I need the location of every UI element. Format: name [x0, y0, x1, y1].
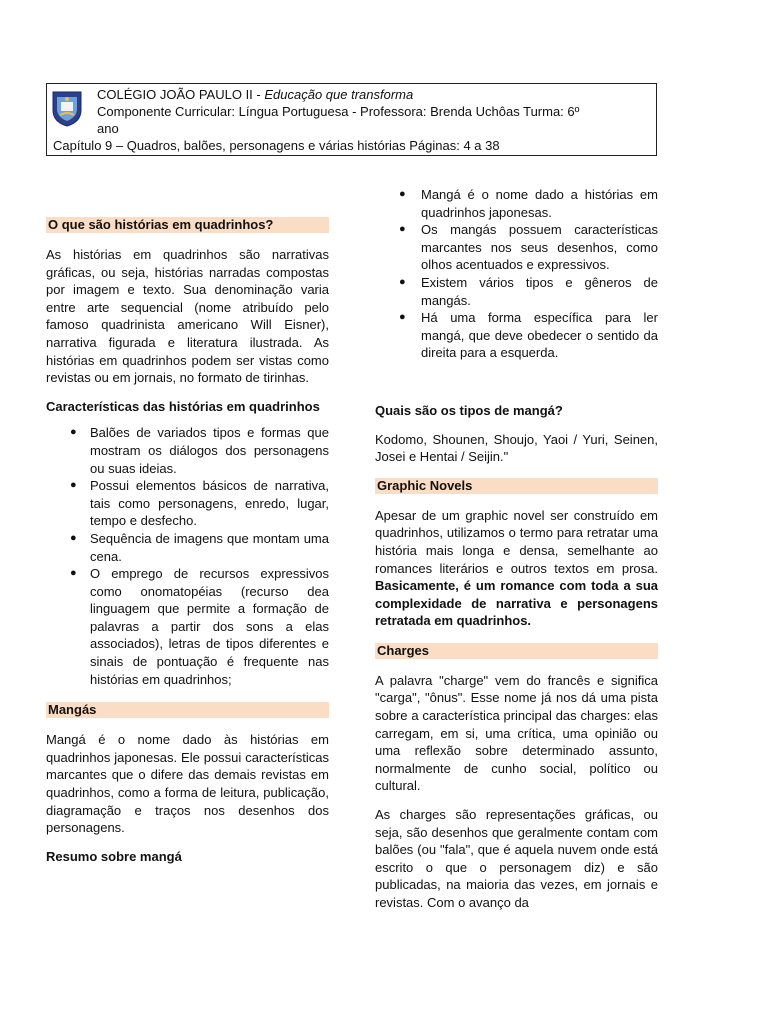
bullet-icon: ●: [399, 311, 406, 324]
school-header: [46, 83, 657, 156]
list-item: ● O emprego de recursos expressivos como onomatopéias (recurso dea linguagem que permite a formação de palavras a partir dos sons a elas associados), letras de tipos diferentes e sinais de pontuação é frequente nas histórias em quadrinhos;: [70, 566, 329, 687]
heading-mangas: Mangás: [46, 702, 329, 718]
heading-characteristics: Características das histórias em quadrinhos: [46, 398, 320, 414]
list-item: ● Há uma forma específica para ler mangá, que deve obedecer o sentido da direita para a esquerda.: [399, 310, 658, 361]
characteristics-list: [70, 424, 329, 688]
list-item: ● Os mangás possuem características marcantes nos seus desenhos, como olhos acentuados e expressivos.: [399, 222, 658, 273]
list-item: ● Possui elementos básicos de narrativa, tais como personagens, enredo, lugar, tempo e desfecho.: [70, 478, 329, 529]
header-school-line: [97, 86, 413, 103]
graphic-novels-emphasis: Basicamente, é um romance com toda a sua complexidade de narrativa e personagens retratada em quadrinhos.: [375, 578, 658, 629]
comics-definition-paragraph: As histórias em quadrinhos são narrativas gráficas, ou seja, histórias narradas compostas por imagem e texto. Sua denominação varia entre arte sequencial (nome atribuído pelo famoso quadrinista americano Will Eisner), narrativa figurada e literatura ilustrada. As histórias em quadrinhos podem ser vistas como revistas ou em jornais, no formato de tirinhas.: [46, 247, 329, 386]
bullet-icon: ●: [70, 531, 77, 544]
school-motto: Educação que transforma: [264, 87, 414, 102]
heading-manga-summary: Resumo sobre mangá: [46, 848, 182, 864]
heading-graphic-novels: Graphic Novels: [375, 478, 658, 494]
bullet-icon: ●: [70, 567, 77, 580]
header-component-cont: ano: [97, 121, 119, 136]
heading-what-are-comics: O que são histórias em quadrinhos?: [46, 217, 329, 233]
graphic-novels-paragraph: Apesar de um graphic novel ser construído em quadrinhos, utilizamos o termo para retratar uma história mais longa e densa, semelhante ao romances literários e outros textos em prosa. Basicamente, é um romance com toda a sua complexidade de narrativa e personagens retratada em quadrinhos.: [375, 507, 658, 629]
school-crest-logo: [50, 88, 84, 128]
bullet-icon: ●: [399, 275, 406, 288]
header-chapter-line: Capítulo 9 – Quadros, balões, personagens e várias histórias Páginas: 4 a 38: [53, 138, 500, 153]
heading-manga-types: Quais são os tipos de mangá?: [375, 402, 563, 418]
school-name: COLÉGIO JOÃO PAULO II -: [97, 87, 265, 102]
bullet-icon: ●: [70, 426, 77, 439]
left-column: [46, 180, 329, 865]
charges-paragraph-1: A palavra "charge" vem do francês e significa "carga", "ônus". Esse nome já nos dá uma pista sobre a característica principal das charges: elas carregam, em si, uma crítica, uma opinião ou uma reflexão sobre determinado assunto, normalmente de cunho social, político ou cultural.: [375, 672, 658, 794]
bullet-icon: ●: [399, 223, 406, 236]
right-column: [375, 180, 658, 912]
list-item: ● Mangá é o nome dado a histórias em quadrinhos japonesas.: [399, 187, 658, 220]
manga-summary-list: [399, 186, 658, 362]
heading-charges: Charges: [375, 643, 658, 659]
charges-paragraph-2: As charges são representações gráficas, ou seja, são desenhos que geralmente contam com balões (ou "fala", que é aquela nuvem onde está escrito o que o personagem diz) e são publicadas, na maioria das vezes, em jornais e revistas. Com o avanço da: [375, 807, 658, 910]
bullet-icon: ●: [70, 479, 77, 492]
list-item: ● Existem vários tipos e gêneros de mangás.: [399, 274, 658, 308]
list-item: ● Sequência de imagens que montam uma cena.: [70, 530, 329, 564]
manga-types-paragraph: Kodomo, Shounen, Shoujo, Yaoi / Yuri, Seinen, Josei e Hentai / Seijin.": [375, 431, 658, 465]
list-item: ● Balões de variados tipos e formas que mostram os diálogos dos personagens ou suas ideias.: [70, 425, 329, 476]
header-component-line: Componente Curricular: Língua Portuguesa - Professora: Brenda Uchôas Turma: 6º: [97, 104, 580, 119]
mangas-paragraph: Mangá é o nome dado às histórias em quadrinhos japonesas. Ele possui características marcantes que o difere das demais revistas em quadrinhos, como a forma de leitura, publicação, diagramação e traços nos desenhos dos personagens.: [46, 732, 329, 836]
bullet-icon: ●: [399, 188, 406, 200]
